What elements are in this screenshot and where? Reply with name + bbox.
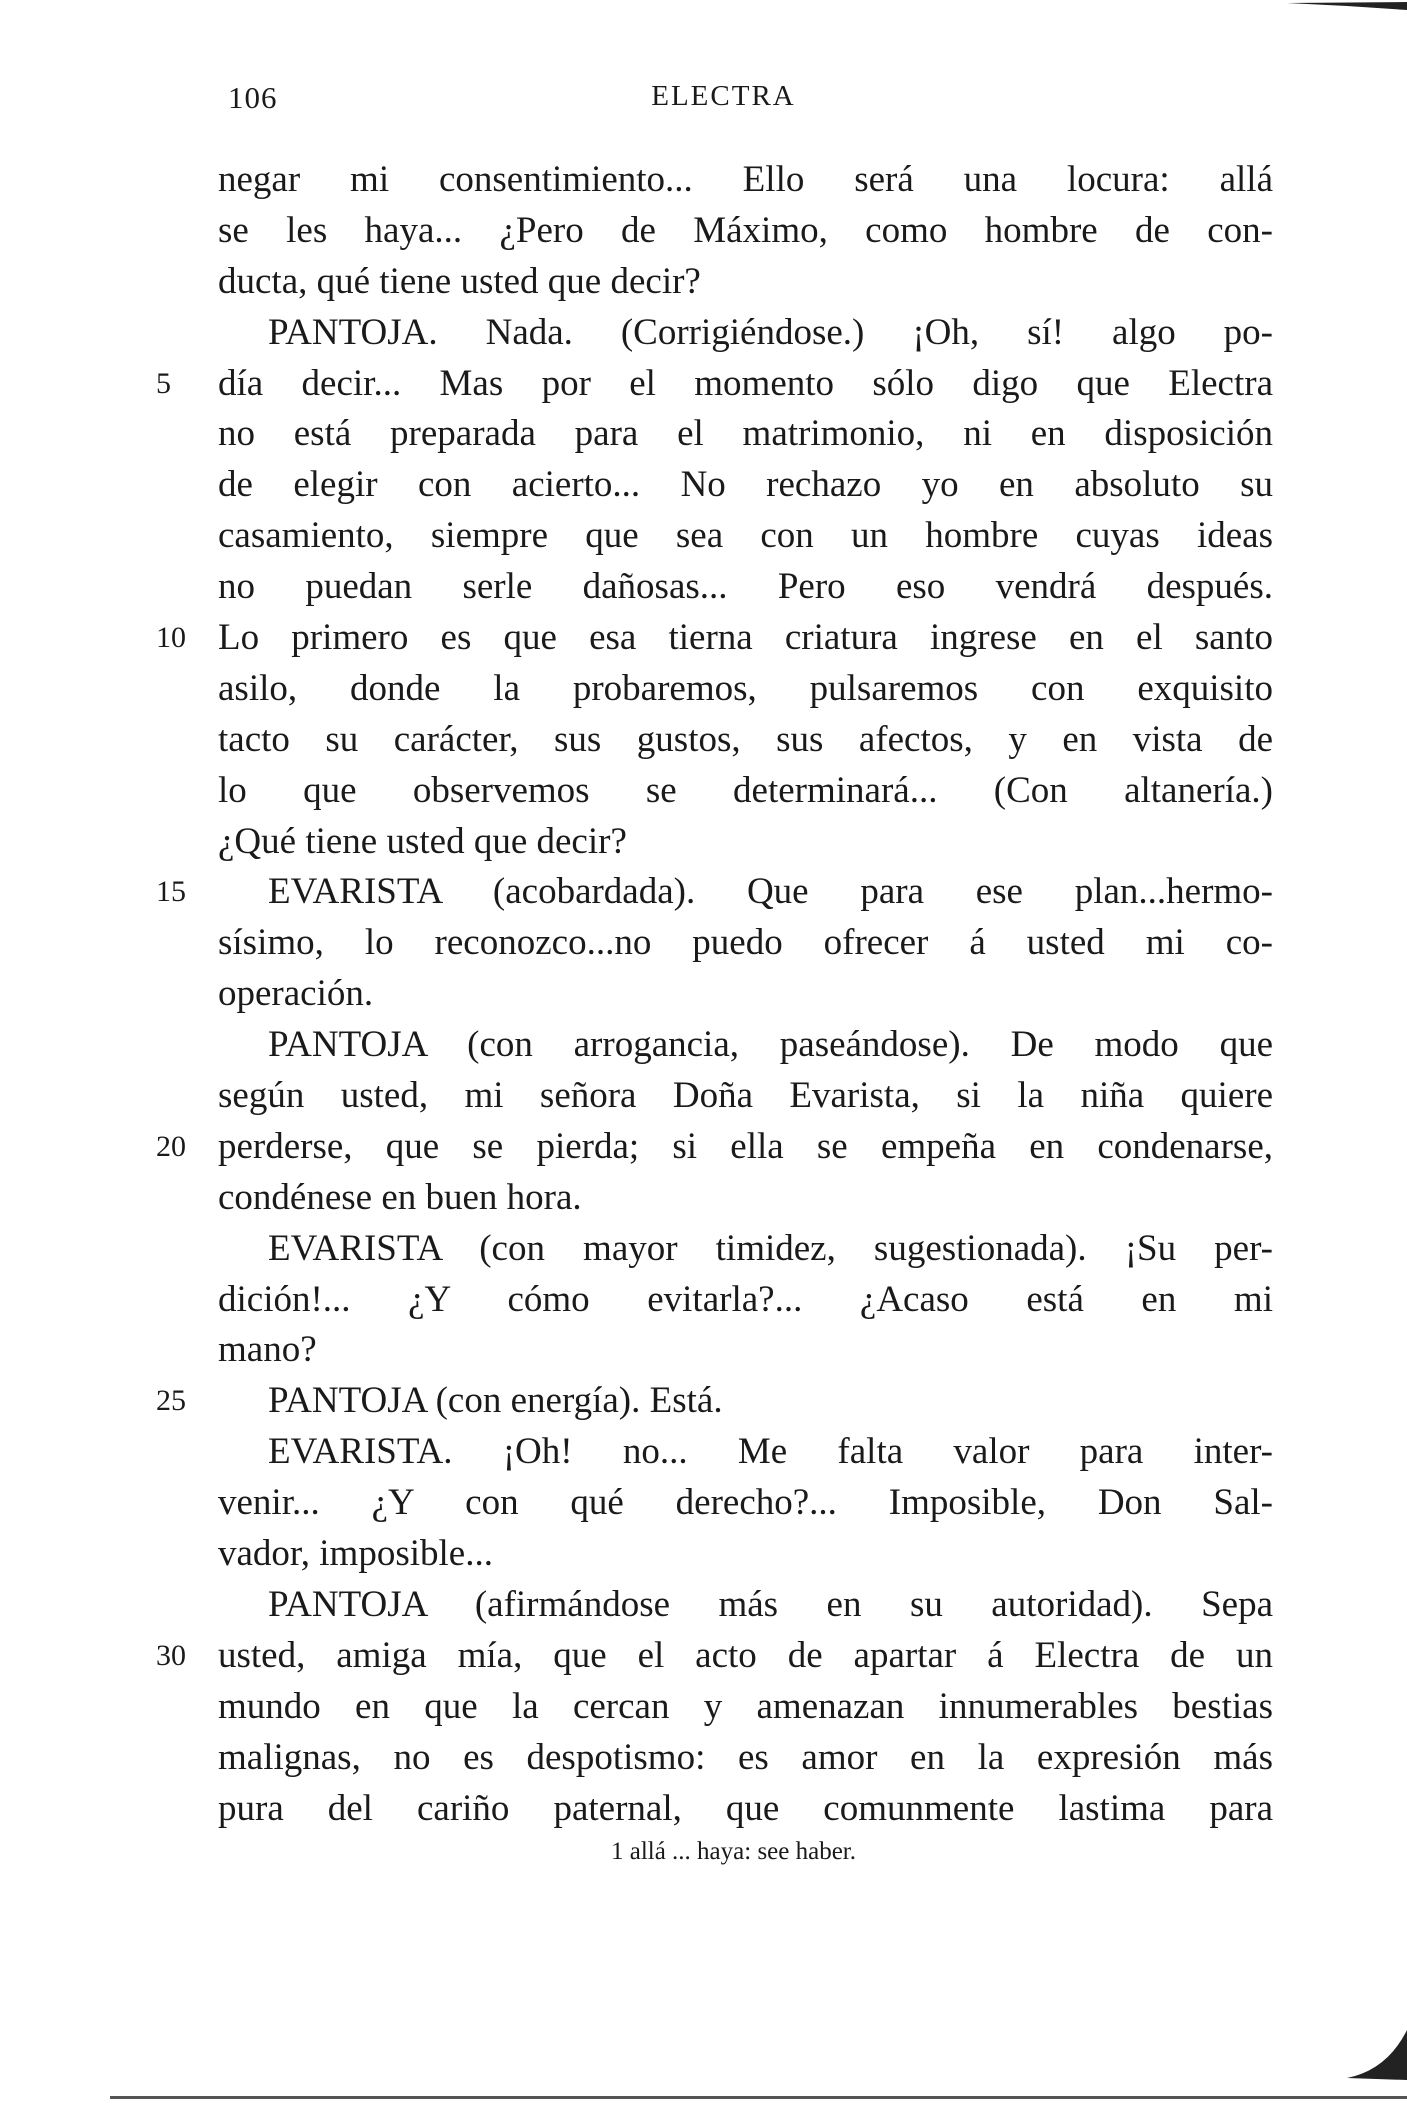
text-line — [218, 308, 1273, 359]
page-corner-mark — [1337, 2020, 1407, 2080]
line-text: según usted, mi señora Doña Evarista, si la niña quiere — [218, 1075, 1273, 1117]
line-text: Lo primero es que esa tierna criatura ingrese en el santo — [218, 617, 1273, 659]
line-number: 5 — [156, 366, 171, 400]
text-line — [218, 562, 1273, 613]
text-line — [218, 1325, 1273, 1376]
line-text: no está preparada para el matrimonio, ni en disposición — [218, 413, 1273, 455]
line-text: de elegir con acierto... No rechazo yo en absoluto su — [218, 464, 1273, 506]
line-text: EVARISTA (acobardada). Que para ese plan...hermo- — [268, 871, 1273, 913]
text-line — [218, 969, 1273, 1020]
line-text: EVARISTA (con mayor timidez, sugestionada). ¡Su per- — [268, 1227, 1273, 1269]
running-title: ELECTRA — [651, 80, 796, 112]
line-number: 30 — [156, 1638, 186, 1672]
line-text: vador, imposible... — [218, 1533, 493, 1575]
text-line — [218, 1071, 1273, 1122]
text-line — [156, 613, 1273, 664]
page-edge-mark — [1287, 0, 1407, 14]
text-line — [156, 1631, 1273, 1682]
text-line — [156, 1122, 1273, 1173]
line-number: 20 — [156, 1129, 186, 1163]
line-text: PANTOJA (con arrogancia, paseándose). De modo que — [268, 1024, 1273, 1066]
body-text — [156, 155, 1273, 1834]
line-number: 25 — [156, 1384, 186, 1418]
text-line — [218, 1173, 1273, 1224]
line-number: 10 — [156, 621, 186, 655]
line-text: perderse, que se pierda; si ella se empeña en condenarse, — [218, 1125, 1273, 1167]
text-line — [218, 1275, 1273, 1326]
line-text: operación. — [218, 973, 374, 1015]
text-line — [218, 206, 1273, 257]
line-number: 15 — [156, 875, 186, 909]
text-line — [218, 664, 1273, 715]
text-line — [218, 766, 1273, 817]
text-line — [218, 1224, 1273, 1275]
line-text: tacto su carácter, sus gustos, sus afectos, y en vista de — [218, 718, 1273, 760]
line-text: mundo en que la cercan y amenazan innumerables bestias — [218, 1685, 1273, 1727]
text-line — [218, 1733, 1273, 1784]
line-text: pura del cariño paternal, que comunmente lastima para — [218, 1787, 1273, 1829]
line-text: PANTOJA. Nada. (Corrigiéndose.) ¡Oh, sí! algo po- — [268, 311, 1273, 353]
line-text: mano? — [218, 1329, 317, 1371]
text-line — [218, 257, 1273, 308]
page-number: 106 — [228, 80, 278, 115]
line-text: PANTOJA (con energía). Está. — [268, 1380, 723, 1422]
line-text: día decir... Mas por el momento sólo digo que Electra — [218, 362, 1273, 404]
footnote: 1 allá ... haya: see haber. — [610, 1838, 857, 1865]
text-line — [218, 715, 1273, 766]
text-line — [218, 1784, 1273, 1835]
line-text: malignas, no es despotismo: es amor en la expresión más — [218, 1736, 1273, 1778]
text-line — [218, 409, 1273, 460]
text-line — [218, 1529, 1273, 1580]
line-text: condénese en buen hora. — [218, 1176, 582, 1218]
bottom-rule — [110, 2096, 1407, 2099]
line-text: sísimo, lo reconozco...no puedo ofrecer á usted mi co- — [218, 922, 1273, 964]
line-text: venir... ¿Y con qué derecho?... Imposible, Don Sal- — [218, 1482, 1273, 1524]
line-text: negar mi consentimiento... Ello será una locura: allá — [218, 159, 1273, 200]
line-text: casamiento, siempre que sea con un hombre cuyas ideas — [218, 515, 1273, 557]
line-text: asilo, donde la probaremos, pulsaremos con exquisito — [218, 667, 1273, 709]
line-text: PANTOJA (afirmándose más en su autoridad). Sepa — [268, 1583, 1273, 1625]
line-text: usted, amiga mía, que el acto de apartar á Electra de un — [218, 1634, 1273, 1676]
line-text: se les haya... ¿Pero de Máximo, como hombre de con- — [218, 209, 1273, 251]
text-line — [218, 918, 1273, 969]
text-line — [218, 1682, 1273, 1733]
text-line — [218, 1427, 1273, 1478]
line-text: ducta, qué tiene usted que decir? — [218, 260, 701, 302]
text-line — [156, 1376, 1273, 1427]
text-line — [156, 359, 1273, 410]
text-line — [218, 155, 1273, 206]
line-text: dición!... ¿Y cómo evitarla?... ¿Acaso está en mi — [218, 1278, 1273, 1320]
text-line — [156, 867, 1273, 918]
line-text: lo que observemos se determinará... (Con altanería.) — [218, 769, 1273, 811]
text-line — [218, 817, 1273, 868]
line-text: EVARISTA. ¡Oh! no... Me falta valor para inter- — [268, 1431, 1273, 1473]
text-line — [218, 1020, 1273, 1071]
text-line — [218, 460, 1273, 511]
text-line — [218, 1478, 1273, 1529]
line-text: ¿Qué tiene usted que decir? — [218, 820, 627, 862]
text-line — [218, 1580, 1273, 1631]
text-line — [218, 511, 1273, 562]
line-text: no puedan serle dañosas... Pero eso vendrá después. — [218, 566, 1273, 608]
page-header — [0, 80, 1407, 120]
